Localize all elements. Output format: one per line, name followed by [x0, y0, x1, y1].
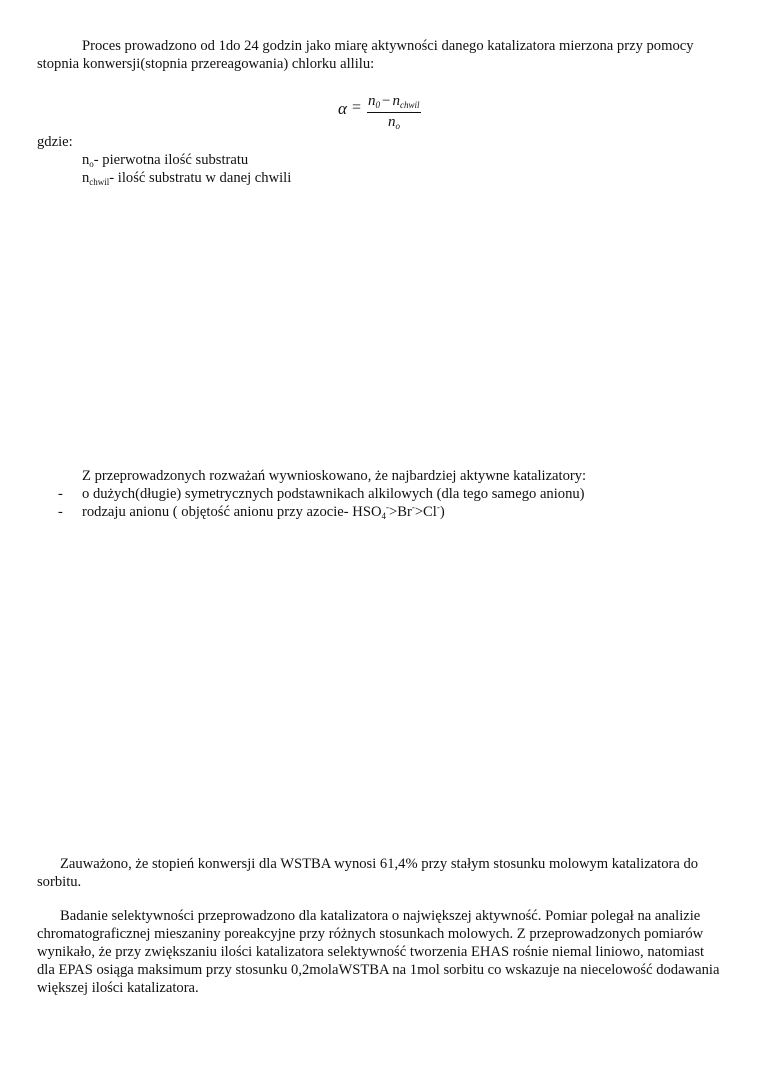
definition-nchwil: $n_{chwil}-$ ilość substratu w danej chwili [82, 170, 292, 187]
conclusion-lead: Z przeprowadzonych rozważań wywnioskowano, że najbardziej aktywne katalizatory: [82, 468, 587, 484]
conversion-paragraph: Zauważono, że stopień konwersji dla WSTBA wynosi 61,4% przy stałym stosunku molowym katalizatora do sorbitu. [37, 856, 699, 890]
definition-n0: $n_o-$ pierwotna ilość substratu [82, 152, 249, 169]
formula-denominator: $n_o$ [388, 114, 400, 131]
where-label: gdzie: [37, 134, 73, 150]
formula-alpha: α [338, 99, 347, 118]
intro-paragraph: Proces prowadzono od 1do 24 godzin jako miarę aktywności danego katalizatora mierzona przy pomocy stopnia konwersji(stopnia przereagowania) chlorku allilu: [37, 38, 694, 72]
selectivity-paragraph: Badanie selektywności przeprowadzono dla katalizatora o największej aktywność. Pomiar polegał na analizie chromatograficznej mieszaniny poreakcyjne przy różnych stosunkach molowych. Z przeprowadzonych pomiarów wynikało, że przy zwiększaniu ilości katalizatora selektywność tworzenia EHAS rośnie niemal liniowo, natomiast dla EPAS osiąga maksimum przy stosunku 0,2molaWSTBA na 1mol sorbitu co wskazuje na niecelowość dodawania większej ilości katalizatora. [37, 908, 720, 996]
bullet-dash-2: - [58, 504, 63, 520]
bullet-item-2: rodzaju anionu ( objętość anionu przy azocie- $HSO_4^->Br^->Cl^-$) [82, 502, 445, 521]
formula-equals: = [352, 99, 362, 116]
bullet-dash-1: - [58, 486, 63, 502]
bullet-item-1: o dużych(długie) symetrycznych podstawnikach alkilowych (dla tego samego anionu) [82, 486, 585, 502]
formula-numerator: $n_0 - n_{chwil}$ [368, 93, 420, 110]
